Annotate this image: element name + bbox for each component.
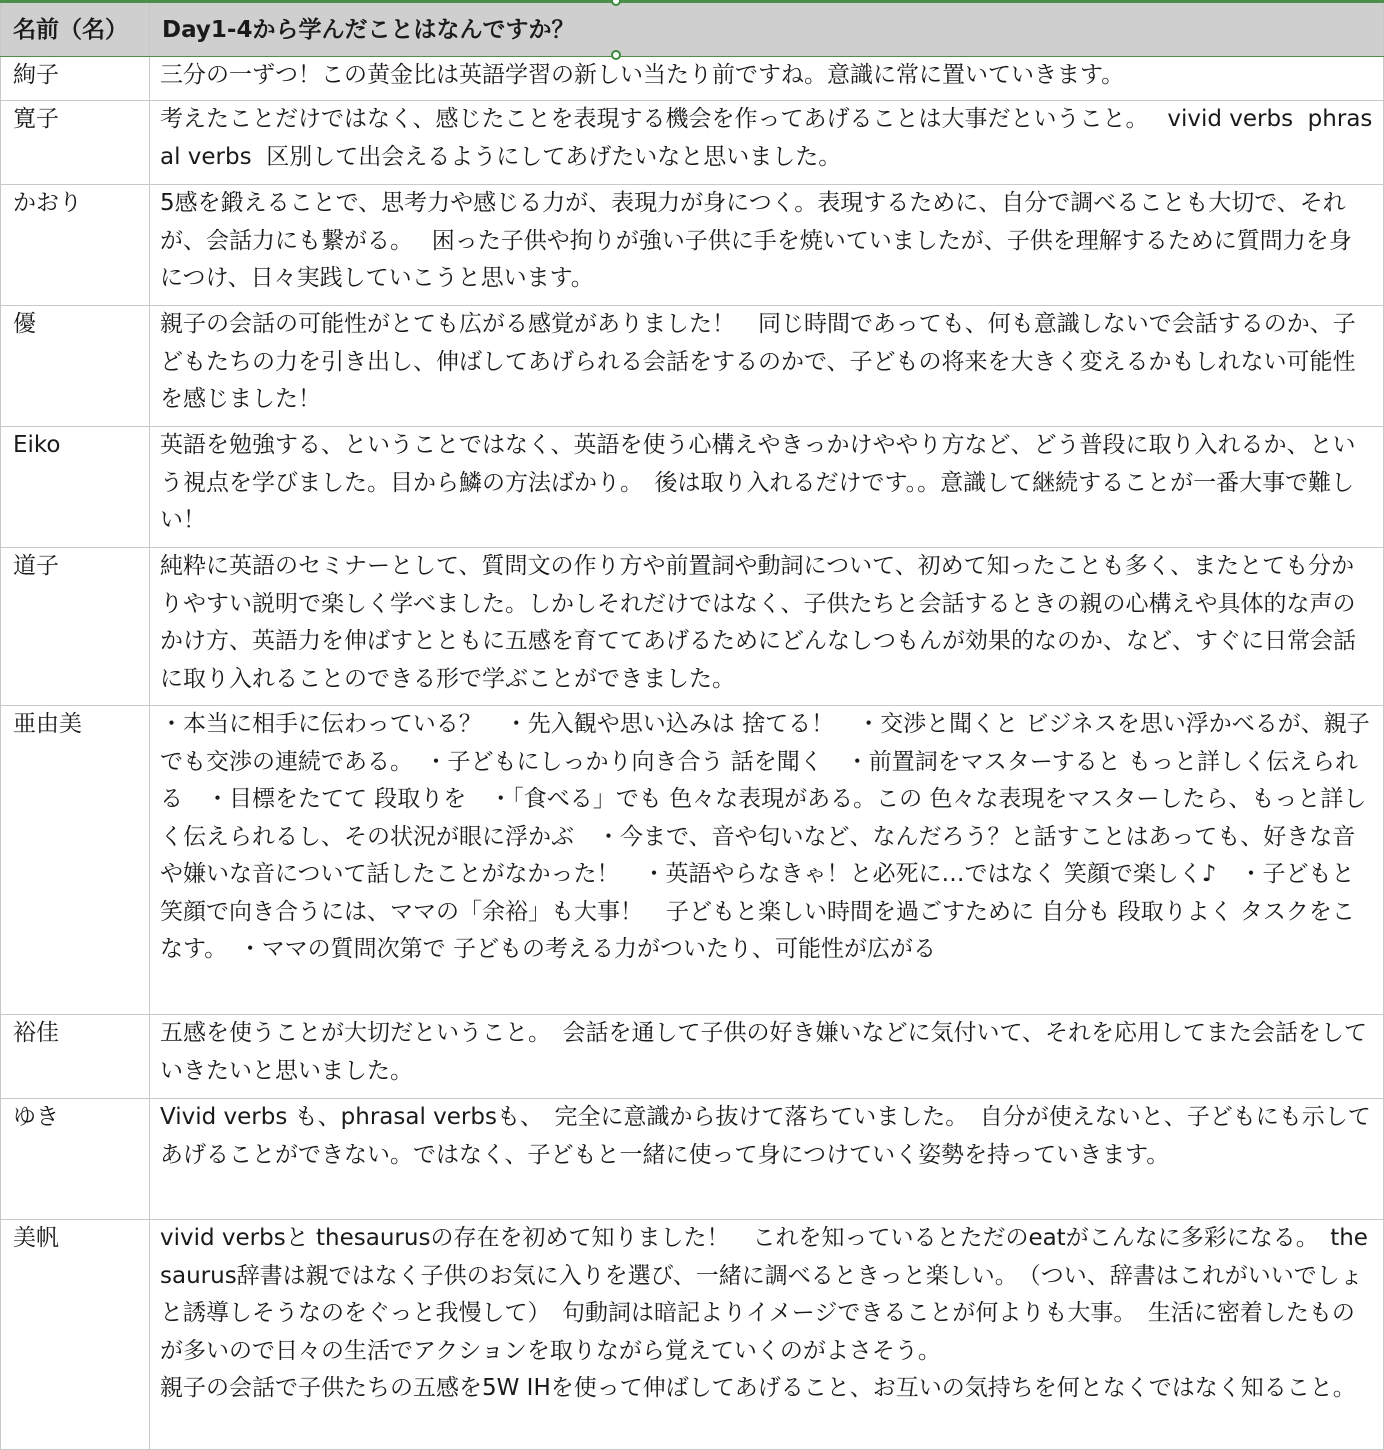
column-header-name[interactable]: 名前（名） [1,2,150,57]
name-cell[interactable]: Eiko [1,427,150,548]
table-row [1,1099,1384,1220]
name-cell[interactable]: 美帆 [1,1220,150,1450]
comment-cell[interactable]: 純粋に英語のセミナーとして、質問文の作り方や前置詞や動詞について、初めて知ったことも多く、またとても分かりやすい説明で楽しく学べました。しかしそれだけではなく、子供たちと会話するときの親の心構えや具体的な声のかけ方、英語力を伸ばすとともに五感を育ててあげるためにどんなしつもんが効果的なのか、など、すぐに日常会話に取り入れることのできる形で学ぶことができました。 [150,548,1384,706]
column-header-comment[interactable]: Day1-4から学んだことはなんですか？ [150,2,1384,57]
comment-cell[interactable]: 五感を使うことが大切だということ。 会話を通して子供の好き嫌いなどに気付いて、それを応用してまた会話をしていきたいと思いました。 [150,1015,1384,1099]
name-cell[interactable]: 道子 [1,548,150,706]
table-row [1,306,1384,427]
table-row [1,101,1384,185]
name-cell[interactable]: 寛子 [1,101,150,185]
table-row [1,1015,1384,1099]
table-row [1,548,1384,706]
name-cell[interactable]: 優 [1,306,150,427]
comment-cell[interactable]: 5感を鍛えることで、思考力や感じる力が、表現力が身につく。表現するために、自分で調べることも大切で、それが、会話力にも繋がる。 困った子供や拘りが強い子供に手を焼いていましたが、子供を理解するために質問力を身につけ、日々実践していこうと思います。 [150,185,1384,306]
table-row [1,427,1384,548]
comment-cell[interactable]: Vivid verbs も、phrasal verbsも、 完全に意識から抜けて落ちていました。 自分が使えないと、子どもにも示してあげることができない。ではなく、子どもと一緒に使って身につけていく姿勢を持っていきます。 [150,1099,1384,1220]
table-row [1,706,1384,1015]
selection-handle-bottom[interactable] [611,50,621,60]
name-cell[interactable]: 裕佳 [1,1015,150,1099]
comment-cell[interactable]: 英語を勉強する、ということではなく、英語を使う心構えやきっかけややり方など、どう普段に取り入れるか、という視点を学びました。目から鱗の方法ばかり。 後は取り入れるだけです。。意識して継続することが一番大事で難しい！ [150,427,1384,548]
table-row [1,185,1384,306]
name-cell[interactable]: ゆき [1,1099,150,1220]
name-cell[interactable]: 亜由美 [1,706,150,1015]
comment-cell[interactable]: ・本当に相手に伝わっている？ ・先入観や思い込みは 捨てる！ ・交渉と聞くと ビジネスを思い浮かべるが、親子でも交渉の連続である。 ・子どもにしっかり向き合う 話を聞く ・前置詞をマスターすると もっと詳しく伝えられる ・目標をたてて 段取りを ・「食べる」でも 色々な表現がある。この 色々な表現をマスターしたら、もっと詳しく伝えられるし、その状況が眼に浮かぶ ・今まで、音や匂いなど、なんだろう？と話すことはあっても、好きな音や嫌いな音について話したことがなかった！ ・英語やらなきゃ！と必死に…ではなく 笑顔で楽しく♪ ・子どもと笑顔で向き合うには、ママの「余裕」も大事！ 子どもと楽しい時間を過ごすために 自分も 段取りよく タスクをこなす。 ・ママの質問次第で 子どもの考える力がついたり、可能性が広がる [150,706,1384,1015]
table-body [1,57,1384,1450]
name-cell[interactable]: 絢子 [1,57,150,101]
comment-cell[interactable]: vivid verbsと thesaurusの存在を初めて知りました！ これを知っているとただのeatがこんなに多彩になる。 thesaurus辞書は親ではなく子供のお気に入りを選び、一緒に調べるときっと楽しい。 （つい、辞書はこれがいいでしょと誘導しそうなのをぐっと我慢して） 句動詞は暗記よりイメージできることが何よりも大事。 生活に密着したものが多いので日々の生活でアクションを取りながら覚えていくのがよさそう。 親子の会話で子供たちの五感を5W IHを使って伸ばしてあげること、お互いの気持ちを何となくではなく知ること。 [150,1220,1384,1450]
comment-cell[interactable]: 三分の一ずつ！この黄金比は英語学習の新しい当たり前ですね。意識に常に置いていきます。 [150,57,1384,101]
table-row [1,1220,1384,1450]
table-row [1,57,1384,101]
name-cell[interactable]: かおり [1,185,150,306]
comment-cell[interactable]: 親子の会話の可能性がとても広がる感覚がありました！ 同じ時間であっても、何も意識しないで会話するのか、子どもたちの力を引き出し、伸ばしてあげられる会話をするのかで、子どもの将来を大きく変えるかもしれない可能性を感じました！ [150,306,1384,427]
header-row [1,2,1384,57]
comment-cell[interactable]: 考えたことだけではなく、感じたことを表現する機会を作ってあげることは大事だということ。 vivid verbs phrasal verbs 区別して出会えるようにしてあげたいなと思いました。 [150,101,1384,185]
